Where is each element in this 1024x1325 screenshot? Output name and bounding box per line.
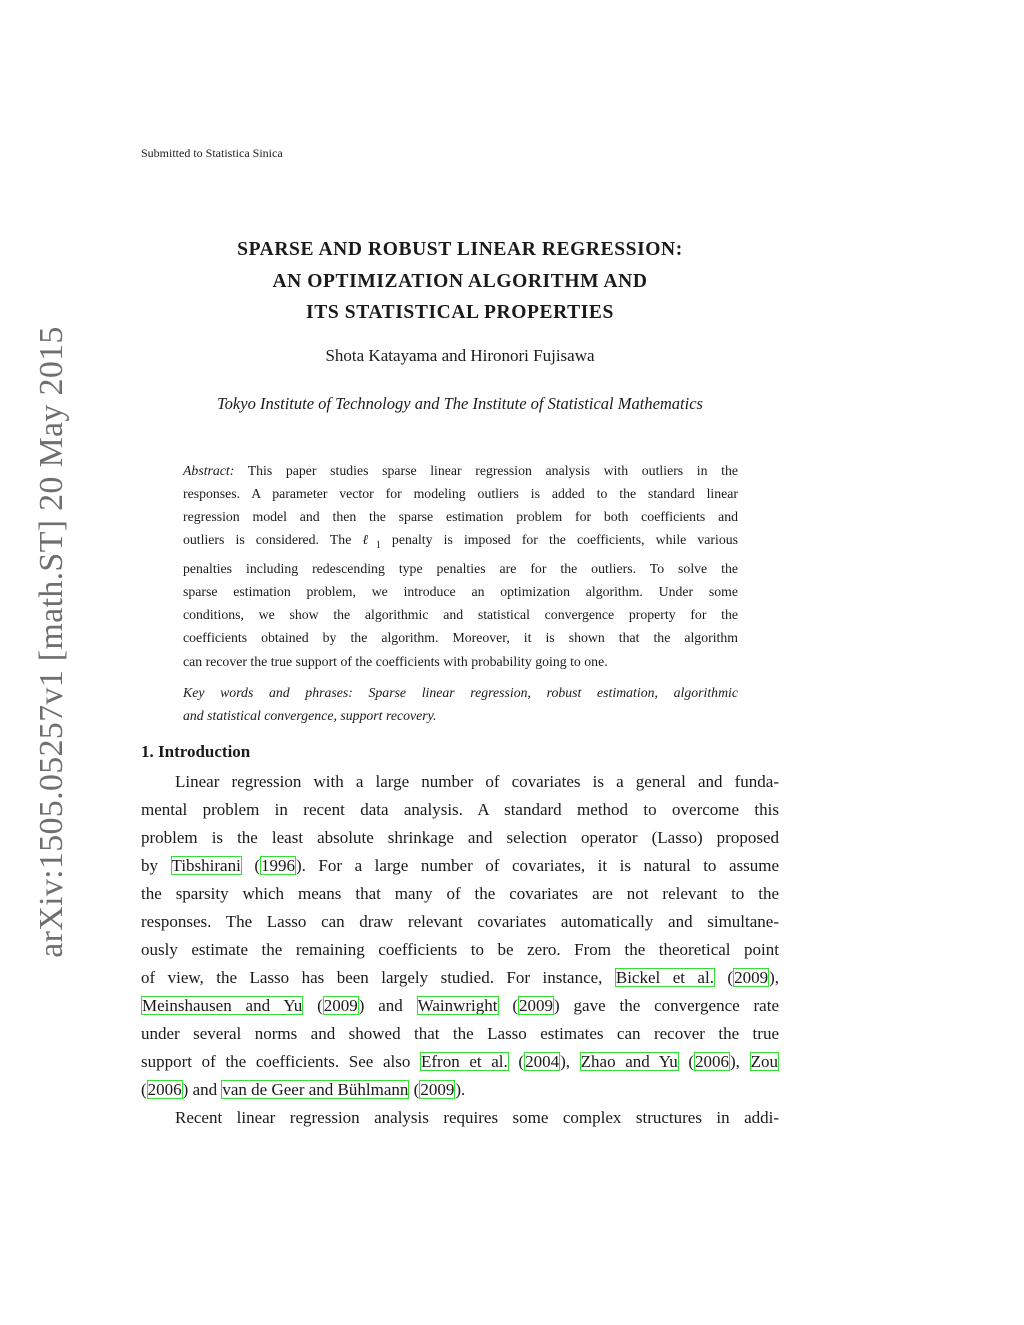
- citation-link[interactable]: 2009: [519, 996, 554, 1015]
- abstract-text: sparse estimation problem, we introduce an optimization algorithm. Under some: [183, 584, 738, 600]
- body-text: [141, 768, 779, 1132]
- body-line: [141, 852, 779, 880]
- text-run: (: [409, 1080, 420, 1099]
- citation-link[interactable]: Efron et al.: [420, 1052, 508, 1071]
- text-run: support of the coefficients. See also: [141, 1052, 420, 1071]
- body-line: Recent linear regression analysis requires some complex structures in addi-: [175, 1108, 779, 1127]
- paper-title: [141, 234, 779, 329]
- abstract-text: This paper studies sparse linear regression analysis with outliers in the: [247, 463, 738, 478]
- body-line: ously estimate the remaining coefficients to be zero. From the theoretical point: [141, 940, 779, 959]
- abstract-text: can recover the true support of the coefficients with probability going to one.: [183, 653, 608, 669]
- title-line: ITS STATISTICAL PROPERTIES: [306, 302, 614, 323]
- text-run: ) and: [182, 1080, 222, 1099]
- body-line: problem is the least absolute shrinkage and selection operator (Lasso) proposed: [141, 828, 779, 847]
- abstract-text: conditions, we show the algorithmic and statistical convergence property for the: [183, 607, 738, 623]
- abstract-text: penalty is imposed for the coefficients, while various: [380, 532, 738, 548]
- authors: Shota Katayama and Hironori Fujisawa: [325, 346, 595, 365]
- body-line: [141, 992, 779, 1020]
- citation-link[interactable]: 2009: [734, 968, 769, 987]
- citation-link[interactable]: 2006: [147, 1080, 182, 1099]
- text-run: of view, the Lasso has been largely studied. For instance,: [141, 968, 615, 987]
- journal-header: Submitted to Statistica Sinica: [141, 146, 283, 160]
- text-run: ) gave the convergence rate: [554, 996, 779, 1015]
- abstract-text: penalties including redescending type penalties are for the outliers. To solve the: [183, 561, 738, 577]
- abstract-text: regression model and then the sparse estimation problem for both coefficients and: [183, 509, 738, 525]
- text-run: (: [508, 1052, 525, 1071]
- citation-link[interactable]: Zou: [750, 1052, 778, 1071]
- body-line: responses. The Lasso can draw relevant covariates automatically and simultane-: [141, 912, 779, 931]
- citation-link[interactable]: 2006: [695, 1052, 730, 1071]
- keywords-text: Sparse linear regression, robust estimation, algorithmic: [368, 685, 738, 700]
- citation-link[interactable]: 1996: [261, 856, 295, 875]
- text-run: by: [141, 856, 171, 875]
- body-line: [141, 964, 779, 992]
- body-line: [141, 1076, 779, 1104]
- arxiv-identifier: arXiv:1505.05257v1 [math.ST] 20 May 2015: [33, 326, 70, 958]
- body-line: under several norms and showed that the Lasso estimates can recover the true: [141, 1024, 779, 1043]
- text-run: ),: [769, 968, 779, 987]
- keywords-label: Key words and phrases:: [183, 685, 353, 700]
- citation-link[interactable]: van de Geer and Bühlmann: [222, 1080, 409, 1099]
- text-run: (: [498, 996, 519, 1015]
- text-run: ) and: [358, 996, 417, 1015]
- arxiv-sidebar: [0, 0, 90, 1325]
- section-heading: 1. Introduction: [141, 742, 251, 761]
- keywords: [183, 681, 738, 727]
- text-run: (: [678, 1052, 695, 1071]
- body-line: [141, 1048, 779, 1076]
- abstract-text: responses. A parameter vector for modeling outliers is added to the standard linear: [183, 486, 738, 502]
- citation-link[interactable]: Meinshausen and Yu: [142, 996, 303, 1015]
- citation-link[interactable]: 2009: [323, 996, 358, 1015]
- affiliation: Tokyo Institute of Technology and The Institute of Statistical Mathematics: [217, 394, 703, 413]
- citation-link[interactable]: 2009: [420, 1080, 455, 1099]
- title-line: AN OPTIMIZATION ALGORITHM AND: [272, 270, 648, 292]
- citation-link[interactable]: Wainwright: [417, 996, 498, 1015]
- text-run: ).: [455, 1080, 466, 1099]
- abstract: [183, 459, 738, 673]
- text-run: (: [714, 968, 734, 987]
- body-line: mental problem in recent data analysis. A standard method to overcome this: [141, 800, 779, 819]
- abstract-text: outliers is considered. The: [183, 532, 363, 548]
- title-line: SPARSE AND ROBUST LINEAR REGRESSION:: [237, 239, 683, 260]
- ell-symbol: ℓ: [362, 532, 376, 548]
- citation-link[interactable]: 2004: [525, 1052, 560, 1071]
- text-run: ),: [560, 1052, 580, 1071]
- abstract-text: coefficients obtained by the algorithm. Moreover, it is shown that the algorithm: [183, 630, 738, 646]
- body-line: Linear regression with a large number of covariates is a general and funda-: [175, 772, 779, 791]
- citation-link[interactable]: Tibshirani: [171, 856, 241, 875]
- citation-link[interactable]: Zhao and Yu: [580, 1052, 678, 1071]
- citation-link[interactable]: Bickel et al.: [615, 968, 714, 987]
- text-run: ),: [730, 1052, 750, 1071]
- abstract-label: Abstract:: [183, 463, 235, 478]
- text-run: (: [303, 996, 323, 1015]
- text-run: (: [141, 1080, 147, 1099]
- ell-subscript: 1: [375, 540, 381, 552]
- text-run: (: [241, 856, 260, 875]
- text-run: ). For a large number of covariates, it is natural to assume: [296, 856, 779, 875]
- keywords-text: and statistical convergence, support recovery.: [183, 708, 437, 723]
- body-line: the sparsity which means that many of the covariates are not relevant to the: [141, 884, 779, 903]
